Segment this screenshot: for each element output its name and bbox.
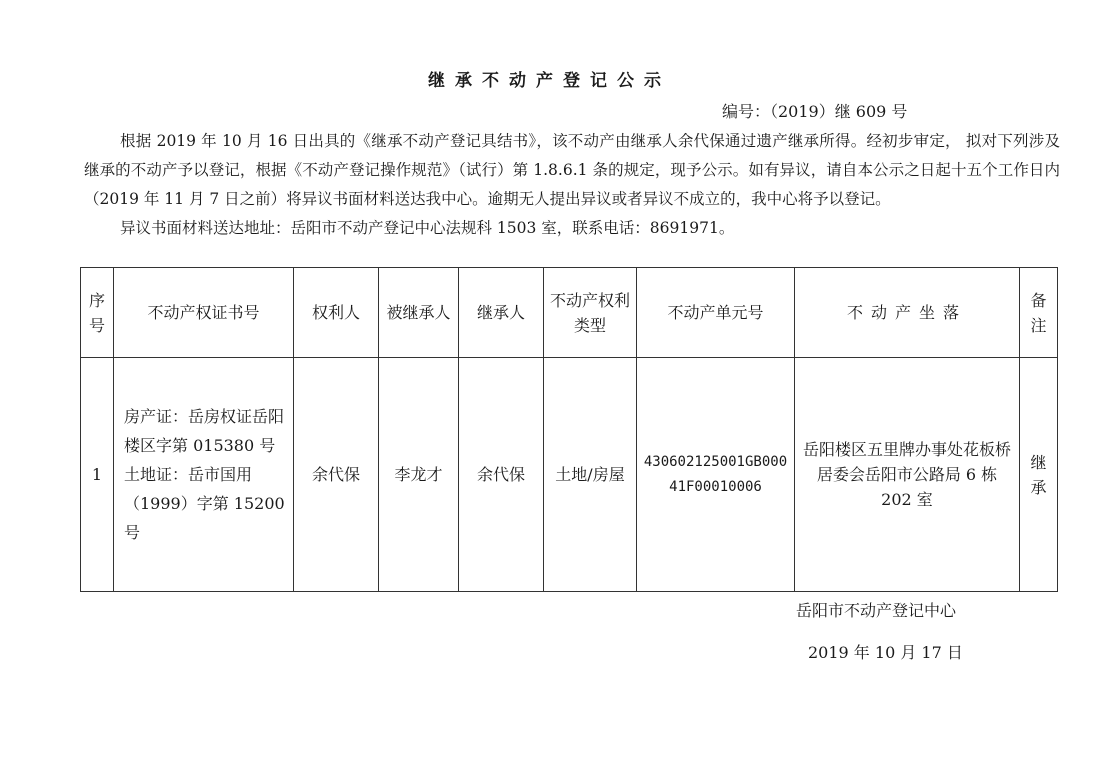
notice-paragraph: 根据 2019 年 10 月 16 日出具的《继承不动产登记具结书》，该不动产由继承人余代保通过遗产继承所得。经初步审定， 拟对下列涉及继承的不动产予以登记，根据《不动产登记操作规范》（试行）第 1.8.6.1 条的规定，现予公示。如有异议，请自本公示之日起十五个工作日内（2019 年 11 月 7 日之前）将异议书面材料送达我中心。逾期无人提出异议或者异议不成立的，我中心将予以登记。: [84, 132, 1060, 208]
cell-location: 岳阳楼区五里牌办事处花板桥居委会岳阳市公路局 6 栋 202 室: [795, 358, 1020, 592]
header-heir: 继承人: [459, 268, 544, 358]
document-title: 继承不动产登记公示: [428, 71, 671, 91]
issue-date: 2019 年 10 月 17 日: [808, 643, 963, 662]
cell-decedent: 李龙才: [379, 358, 459, 592]
table-header-row: [81, 268, 1058, 358]
cell-right-type: 土地/房屋: [544, 358, 637, 592]
header-unit-no: 不动产单元号: [637, 268, 795, 358]
cert-house: 房产证：岳房权证岳阳楼区字第 015380 号: [124, 407, 285, 455]
header-cert-no: 不动产权证书号: [114, 268, 294, 358]
header-remark: 备注: [1020, 268, 1058, 358]
cell-cert-no: [114, 358, 294, 592]
header-owner: 权利人: [294, 268, 379, 358]
cell-remark: 继承: [1020, 358, 1058, 592]
cell-seq: 1: [81, 358, 114, 592]
property-table: [80, 267, 1058, 592]
cell-heir: 余代保: [459, 358, 544, 592]
header-decedent: 被继承人: [379, 268, 459, 358]
cell-owner: 余代保: [294, 358, 379, 592]
header-seq: 序号: [81, 268, 114, 358]
cell-unit-no: 430602125001GB00041F00010006: [637, 358, 795, 592]
objection-address-paragraph: 异议书面材料送达地址：岳阳市不动产登记中心法规科 1503 室，联系电话：8691971。: [120, 219, 735, 237]
table-row: [81, 358, 1058, 592]
issuer-name: 岳阳市不动产登记中心: [796, 601, 957, 620]
header-location: 不动产坐落: [795, 268, 1020, 358]
header-right-type: 不动产权利类型: [544, 268, 637, 358]
cert-land: 土地证：岳市国用（1999）字第 15200 号: [124, 465, 285, 542]
document-number: 编号：（2019）继 609 号: [722, 102, 908, 121]
notice-body: [84, 127, 1060, 243]
